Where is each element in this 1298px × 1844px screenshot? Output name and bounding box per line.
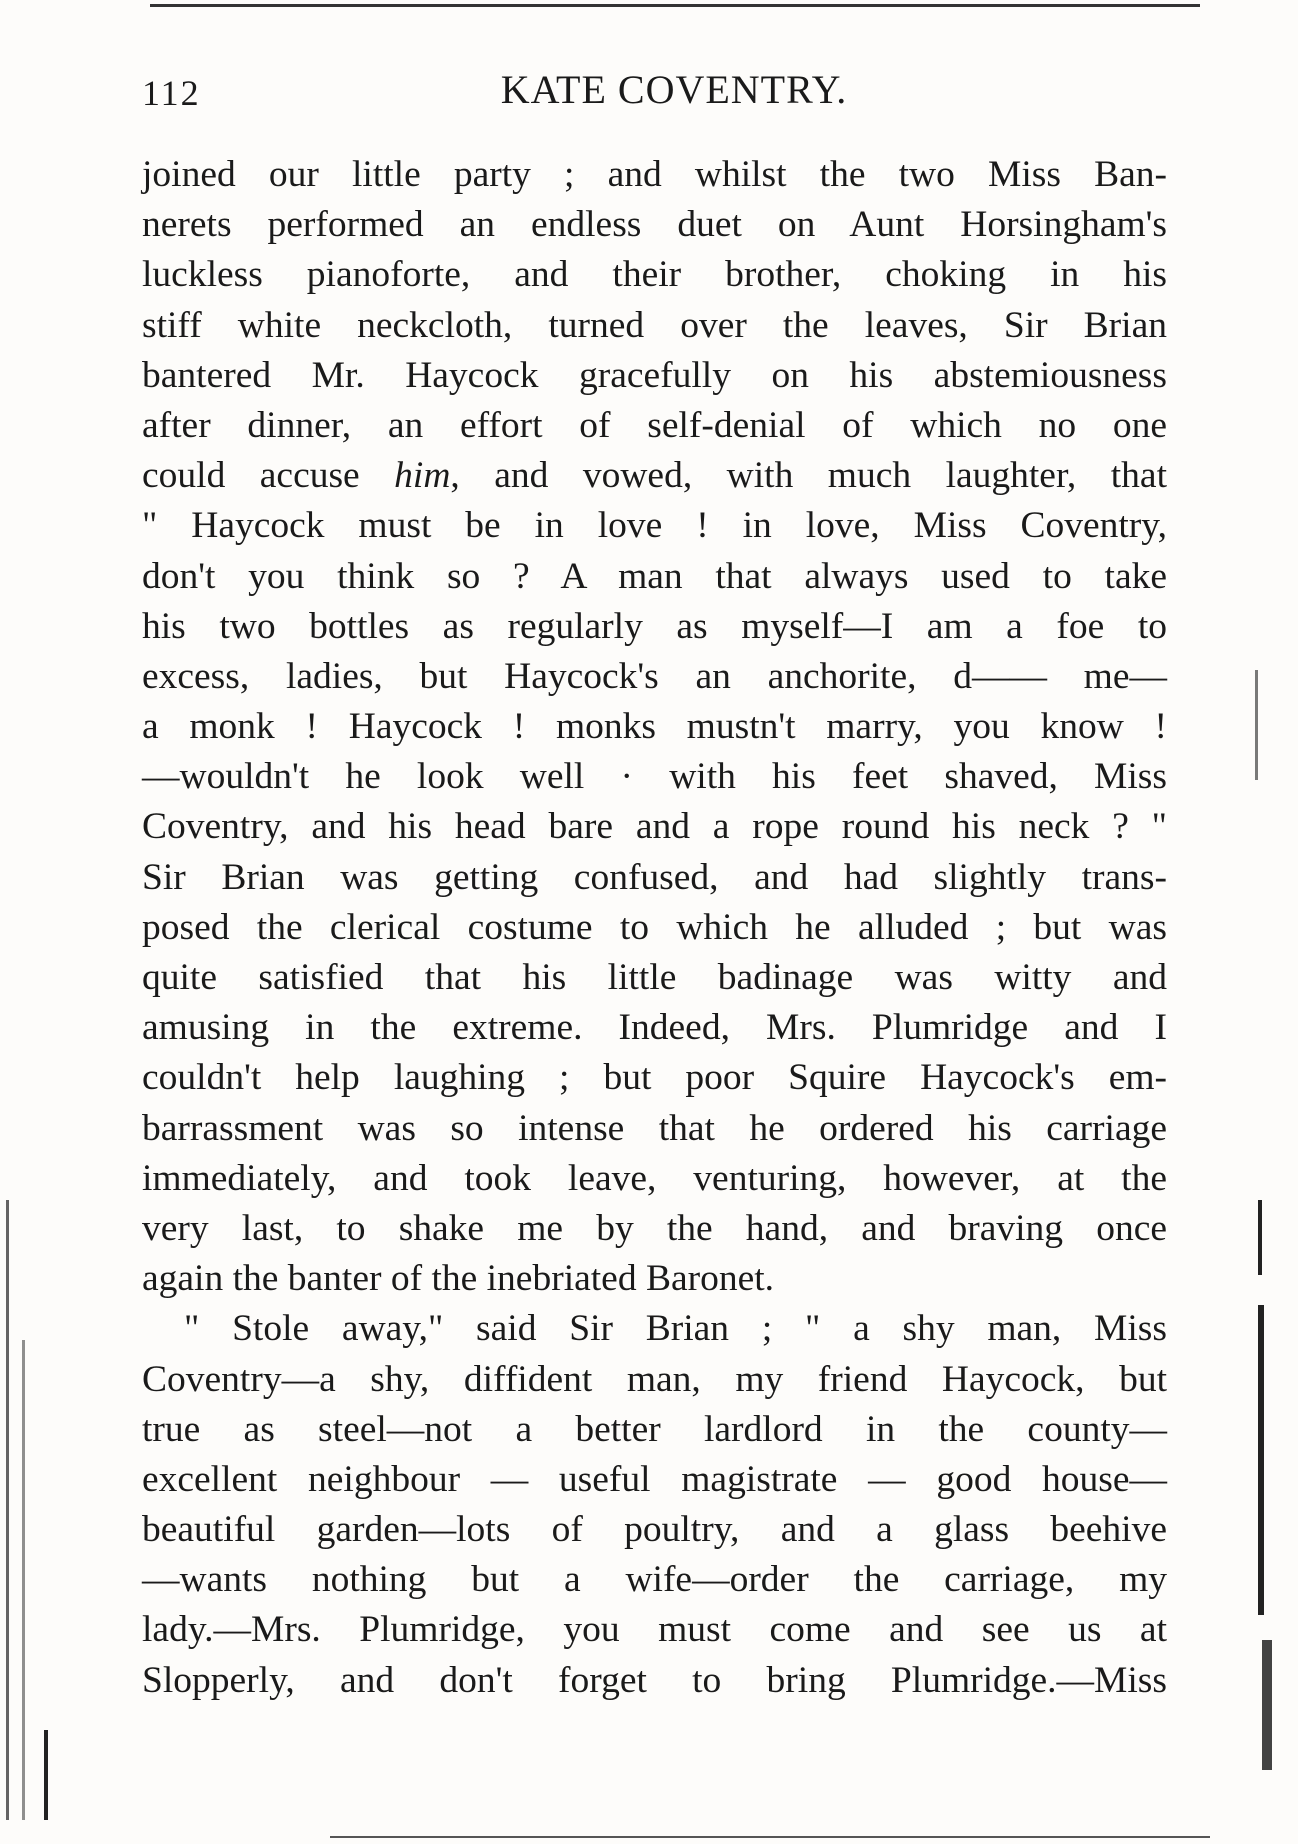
scan-mark: [1258, 1305, 1264, 1615]
text-line: Coventry—a shy, diffident man, my friend Haycock, but: [142, 1358, 1167, 1400]
body-text: [142, 150, 1167, 1706]
text-line: a monk ! Haycock ! monks mustn't marry, you know !: [142, 706, 1167, 748]
scan-mark: [44, 1730, 48, 1820]
text-line: nerets performed an endless duet on Aunt Horsingham's: [142, 204, 1167, 246]
text-line: excess, ladies, but Haycock's an anchorite, d—— me—: [142, 655, 1167, 697]
text-line: Sir Brian was getting confused, and had slightly trans-: [142, 856, 1167, 898]
text-line: quite satisfied that his little badinage was witty and: [142, 957, 1167, 998]
scan-mark: [1258, 1200, 1262, 1275]
text-line: luckless pianoforte, and their brother, choking in his: [142, 254, 1167, 296]
scan-mark: [1255, 670, 1258, 780]
top-rule: [150, 4, 1200, 7]
text-line: don't you think so ? A man that always used to take: [142, 555, 1167, 597]
bottom-rule: [330, 1836, 1210, 1838]
text-line: after dinner, an effort of self-denial of which no one: [142, 404, 1167, 446]
text-line: true as steel—not a better lardlord in the county—: [142, 1408, 1167, 1450]
text-line: posed the clerical costume to which he alluded ; but was: [142, 906, 1167, 948]
running-head: KATE COVENTRY.: [500, 67, 848, 112]
scan-mark: [22, 1340, 25, 1820]
text-line: " Stole away," said Sir Brian ; " a shy man, Miss: [184, 1308, 1167, 1350]
text-line: lady.—Mrs. Plumridge, you must come and see us at: [142, 1609, 1167, 1651]
text-line: excellent neighbour — useful magistrate — good house—: [142, 1458, 1167, 1500]
text-line: —wouldn't he look well · with his feet shaved, Miss: [142, 756, 1167, 798]
text-line: bantered Mr. Haycock gracefully on his abstemiousness: [142, 354, 1167, 396]
text-line: again the banter of the inebriated Baronet.: [142, 1258, 775, 1300]
text-line-with-italic: [142, 451, 1167, 501]
text-line: immediately, and took leave, venturing, however, at the: [142, 1157, 1167, 1199]
text-line: stiff white neckcloth, turned over the leaves, Sir Brian: [142, 304, 1167, 346]
scan-mark: [6, 1200, 9, 1820]
text-line: couldn't help laughing ; but poor Squire Haycock's em-: [142, 1057, 1167, 1099]
text-segment: , and vowed, with much laughter, that: [450, 455, 1167, 497]
text-line: very last, to shake me by the hand, and braving once: [142, 1207, 1167, 1249]
scan-mark: [1262, 1640, 1272, 1770]
text-line: his two bottles as regularly as myself—I am a foe to: [142, 605, 1167, 647]
text-line: Coventry, and his head bare and a rope round his neck ? ": [142, 806, 1167, 848]
text-line: barrassment was so intense that he ordered his carriage: [142, 1107, 1167, 1149]
text-segment: could accuse: [142, 455, 395, 497]
page-number: 112: [142, 73, 201, 113]
italic-word: him: [394, 455, 451, 497]
text-line: —wants nothing but a wife—order the carriage, my: [142, 1559, 1167, 1601]
text-line: Slopperly, and don't forget to bring Plumridge.—Miss: [142, 1659, 1167, 1701]
text-line: amusing in the extreme. Indeed, Mrs. Plumridge and I: [142, 1007, 1167, 1049]
text-line: beautiful garden—lots of poultry, and a glass beehive: [142, 1509, 1167, 1551]
text-line: " Haycock must be in love ! in love, Miss Coventry,: [142, 505, 1167, 547]
text-line: joined our little party ; and whilst the two Miss Ban-: [142, 154, 1167, 195]
